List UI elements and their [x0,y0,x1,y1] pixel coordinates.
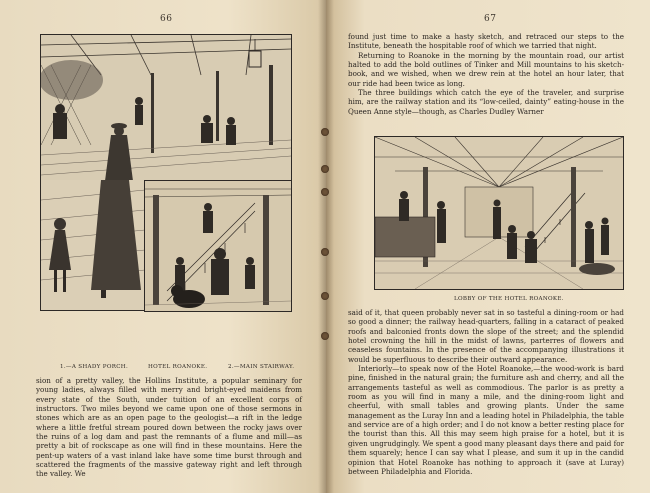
right-page-top-text [348,32,624,116]
binding-stitch-hole [321,248,329,256]
lobby-engraving-drawing [375,137,623,289]
porch-engraving-lower [40,180,146,311]
binding-stitch-hole [321,332,329,340]
binding-stitch-hole [321,292,329,300]
binding-stitch-hole [321,128,329,136]
stairway-engraving-drawing [145,181,291,311]
left-paragraph: sion of a pretty valley, the Hollins Institute, a popular seminary for young ladies, always filled with merry and bright-eyed maidens from every state of the South, under tuition of an excellent corps of instructors. Two miles beyond we came upon one of those sermons in stones which are as an open page to the geologist—a rift in the ledge where a little fretful stream poured down between the rocky jaws over the ruins of a log dam and past the remnants of a flume and mill—as pretty a bit of rockscape as one will find in these mountains. Here the pent-up waters of a vast inland lake have some time burst through and scattered the fragments of the massive gateway right and left through the valley. We [36,376,302,479]
right-paragraph-2: Returning to Roanoke in the morning by the mountain road, our artist halted to add the bold outlines of Tinker and Mill mountains to his sketch-book, and we wished, when we drew rein at the hotel an hour later, that our ride had been twice as long. [348,50,624,88]
porch-lower-drawing [41,180,145,310]
caption-hotel: HOTEL ROANOKE. [148,364,208,370]
right-paragraph-4: said of it, that queen probably never sat in so tasteful a dining-room or had so good a dinner; the railway head-quarters, falling in a cataract of peaked roofs and balconied fronts down the slope of the street; and the splendid hotel crowning the hill in the midst of lawns, parterres of flowers and ceaseless fountains. In the presence of the accompanying illustrations it would be superfluous to describe their outward appearance. [348,308,624,364]
left-page-body [36,376,302,479]
book-gutter [318,0,334,493]
page-number-left: 66 [160,14,173,24]
binding-stitch-hole [321,165,329,173]
binding-stitch-hole [321,188,329,196]
caption-lobby: LOBBY OF THE HOTEL ROANOKE. [454,296,564,302]
porch-engraving [40,34,292,182]
right-paragraph-5: Interiorly—to speak now of the Hotel Roanoke,—the wood-work is bard pine, finished in the natural grain; the furniture ash and cherry, and all the arrangements tasteful as well as commodious. The parlor is as pretty a room as you will find in many a mile, and the dining-room light and cheerful, with small tables and growing plants. Under the same management as the Luray Inn and a leading hotel in Philadelphia, the table and service are of a high order; and I do not know a better resting place for the tourist than this. All this may seem high praise for a hotel, but it is given ungrudgingly. We spent a good many pleasant days there and paid for them squarely; hence I can say what I please, and sum it up in the candid opinion that Hotel Roanoke has nothing to approach it (save at Luray) between Philadelphia and Florida. [348,364,624,476]
right-paragraph-1: found just time to make a hasty sketch, and retraced our steps to the Institute, beneath the hospitable roof of which we tarried that night. [348,32,624,51]
lobby-engraving [374,136,624,290]
caption-stairway: 2.—MAIN STAIRWAY. [228,364,295,370]
right-page-bottom-text [348,308,624,476]
right-page [326,0,650,493]
porch-engraving-drawing [41,35,291,181]
right-paragraph-3: The three buildings which catch the eye of the traveler, and surprise him, are the railway station and its “low-ceiled, dainty” eating-house in the Queen Anne style—though, as Charles Dudley Warner [348,88,624,116]
page-number-right: 67 [484,14,497,24]
stairway-engraving [144,180,292,312]
caption-porch: 1.—A SHADY PORCH. [60,364,129,370]
